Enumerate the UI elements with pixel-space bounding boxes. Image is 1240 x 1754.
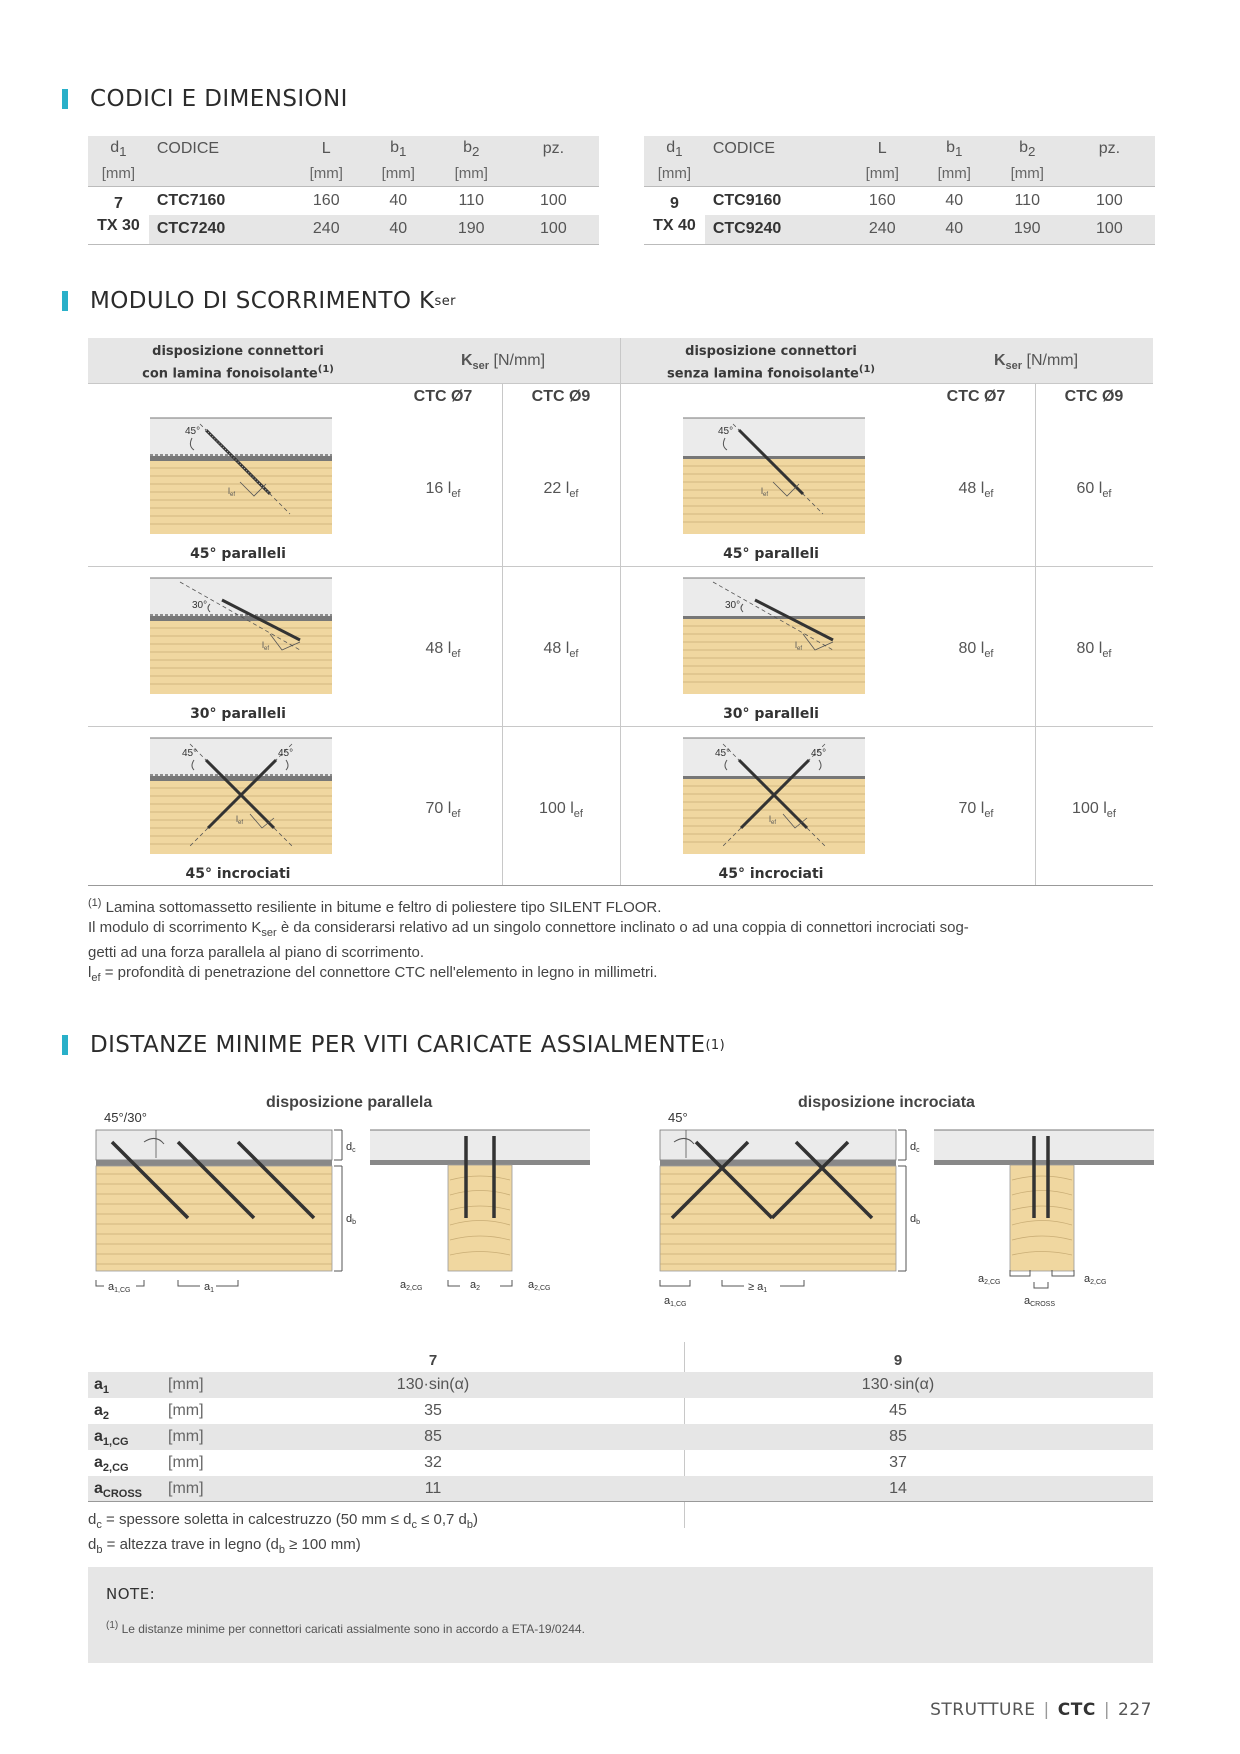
svg-text:45°: 45° [278, 748, 294, 759]
svg-text:a2: a2 [470, 1279, 481, 1292]
diagram-45-crossed-without-lamina [683, 738, 865, 854]
kser-value: 80 $l_{ef}$ [958, 640, 994, 661]
kser-unit-label: $K_{ser}$ [N/mm] [460, 352, 546, 373]
svg-text:45°: 45° [718, 426, 734, 437]
table-row: 9 TX 40 CTC9160 160 40 110 100 [644, 186, 1155, 215]
svg-text:45°: 45° [668, 1110, 688, 1125]
svg-text:dc: dc [910, 1141, 920, 1154]
col-pz: pz. [1064, 136, 1155, 162]
col-b1: $b_1$ [362, 136, 435, 162]
kser-unit-label: $K_{ser}$ [N/mm] [993, 352, 1079, 373]
svg-text:lef: $l_{ef}$ [795, 640, 803, 652]
page-footer: STRUTTURE | CTC | 227 [930, 1700, 1152, 1720]
caption-45-parallel: 45° paralleli [723, 546, 819, 562]
svg-text:lef: $l_{ef}$ [236, 814, 244, 826]
svg-text:a2,CG: a2,CG [400, 1279, 423, 1292]
col-diameter-9: 9 [893, 1352, 903, 1369]
section-title-codes: CODICI E DIMENSIONI [62, 86, 348, 112]
svg-text:aCROSS: aCROSS [1024, 1295, 1056, 1308]
diagram-30-parallel-without-lamina [683, 578, 865, 694]
svg-text:a2,CG: a2,CG [528, 1279, 551, 1292]
svg-text:a2,CG: a2,CG [978, 1273, 1001, 1286]
diagram-crossed-side-view [656, 1108, 921, 1318]
kser-value: 100 $l_{ef}$ [539, 800, 583, 821]
col-b1: $b_1$ [918, 136, 991, 162]
kser-value: 70 $l_{ef}$ [425, 800, 461, 821]
svg-text:a1: a1 [204, 1281, 215, 1294]
section-title-distances: DISTANZE MINIME PER VITI CARICATE ASSIALMENTE (1) [62, 1032, 725, 1058]
min-distance-table [88, 1372, 1153, 1502]
col-ctc7: CTC Ø7 [946, 388, 1006, 405]
notes-text: $^{(1)}$ Le distanze minime per connettori caricati assialmente sono in accordo a ETA-19/0244. [106, 1620, 585, 1636]
diagram-parallel-side-view [92, 1108, 357, 1308]
svg-text:30°: 30° [725, 600, 741, 611]
kser-value: 70 $l_{ef}$ [958, 800, 994, 821]
svg-text:45°: 45° [715, 748, 731, 759]
accent-bar [62, 291, 68, 311]
kser-value: 22 $l_{ef}$ [543, 480, 579, 501]
distance-notes: $d_c$ = spessore soletta in calcestruzzo (50 mm ≤ $d_c \le 0,7$ $d_b$) $d_b$ = altezza trave in legno ($d_b \ge 100$ mm) [88, 1511, 479, 1556]
diagram-30-parallel-with-lamina [150, 578, 332, 694]
divider [1035, 383, 1036, 886]
kser-table [88, 338, 1153, 886]
unit-b2: [mm] [435, 162, 508, 186]
accent-bar [62, 1035, 68, 1055]
col-b2: $b_2$ [991, 136, 1064, 162]
accent-bar [62, 89, 68, 109]
svg-text:≥ a1: ≥ a1 [748, 1281, 768, 1294]
section-title-kser: MODULO DI SCORRIMENTO K ser [62, 288, 456, 314]
label-crossed-arrangement: disposizione incrociata [798, 1094, 975, 1111]
svg-text:lef: $l_{ef}$ [761, 486, 769, 498]
diameter-cell: 9 TX 40 [644, 186, 705, 244]
svg-text:db: db [910, 1213, 921, 1226]
notes-title: NOTE: [106, 1585, 156, 1603]
svg-text:lef: $l_{ef}$ [262, 640, 270, 652]
unit-L: [mm] [291, 162, 362, 186]
caption-30-parallel: 30° paralleli [723, 706, 819, 722]
caption-45-parallel: 45° paralleli [190, 546, 286, 562]
kser-notes: $^{(1)}$ Lamina sottomassetto resiliente in bitume e feltro di poliestere tipo SILENT FLOOR. Il modulo di scorrimento $K_{ser}$ è da considerarsi relativo ad un singolo connettore inclinato o ad una coppia di connettori incrociati sog- getti ad una forza parallela al piano di scorrimento. $l_{ef}$ = profondità di penetrazione del connettore CTC nell'elemento in legno in millimetri. [88, 897, 969, 984]
table-row: $a_1$ [mm] 130·sin(α) 130·sin(α) [88, 1372, 1153, 1398]
col-codice: CODICE [705, 136, 847, 162]
col-d1: $d_1$ [644, 136, 705, 162]
unit-b1: [mm] [918, 162, 991, 186]
unit-L: [mm] [847, 162, 918, 186]
kser-value: 48 $l_{ef}$ [958, 480, 994, 501]
header-without-lamina: disposizione connettori senza lamina fonoisolante$^{(1)}$ [667, 344, 875, 382]
col-ctc9: CTC Ø9 [1064, 388, 1124, 405]
svg-text:dc: dc [346, 1141, 356, 1154]
caption-45-crossed: 45° incrociati [718, 866, 824, 882]
table-row: 7 TX 30 CTC7160 160 40 110 100 [88, 186, 599, 215]
diagram-45-parallel-without-lamina [683, 418, 865, 534]
diagram-parallel-cross-section [370, 1120, 600, 1310]
table-row: CTC7240 240 40 190 100 [88, 215, 599, 244]
col-L: L [291, 136, 362, 162]
table-row: CTC9240 240 40 190 100 [644, 215, 1155, 244]
kser-value: 48 $l_{ef}$ [543, 640, 579, 661]
svg-text:45°: 45° [182, 748, 198, 759]
diameter-cell: 7 TX 30 [88, 186, 149, 244]
caption-45-crossed: 45° incrociati [185, 866, 291, 882]
kser-value: 100 $l_{ef}$ [1072, 800, 1116, 821]
unit-d1: [mm] [88, 162, 149, 186]
col-ctc9: CTC Ø9 [531, 388, 591, 405]
col-ctc7: CTC Ø7 [413, 388, 473, 405]
col-codice: CODICE [149, 136, 291, 162]
header-with-lamina: disposizione connettori con lamina fonoisolante$^{(1)}$ [142, 344, 334, 382]
svg-text:lef: $l_{ef}$ [228, 486, 236, 498]
svg-text:a1,CG: a1,CG [664, 1295, 687, 1308]
unit-b1: [mm] [362, 162, 435, 186]
svg-text:a1,CG: a1,CG [108, 1281, 131, 1294]
svg-text:lef: $l_{ef}$ [769, 814, 777, 826]
svg-text:45°: 45° [811, 748, 827, 759]
code-table-d7 [88, 136, 599, 245]
table-row: $a_{CROSS}$ [mm] 11 14 [88, 1476, 1153, 1502]
svg-text:45°: 45° [185, 426, 201, 437]
table-row: $a_2$ [mm] 35 45 [94, 1402, 907, 1423]
label-parallel-arrangement: disposizione parallela [266, 1094, 433, 1111]
col-d1: $d_1$ [88, 136, 149, 162]
col-diameter-7: 7 [428, 1352, 438, 1369]
kser-value: 60 $l_{ef}$ [1076, 480, 1112, 501]
caption-30-parallel: 30° paralleli [190, 706, 286, 722]
table-row: $a_{2,CG}$ [mm] 32 37 [94, 1454, 907, 1475]
table-row: $a_{1,CG}$ [mm] 85 85 [88, 1424, 1153, 1450]
svg-text:30°: 30° [192, 600, 208, 611]
divider [502, 383, 503, 886]
svg-text:45°/30°: 45°/30° [104, 1110, 147, 1125]
svg-text:a2,CG: a2,CG [1084, 1273, 1107, 1286]
kser-value: 80 $l_{ef}$ [1076, 640, 1112, 661]
unit-b2: [mm] [991, 162, 1064, 186]
diagram-45-crossed-with-lamina [150, 738, 332, 854]
notes-box [88, 1567, 1153, 1663]
col-b2: $b_2$ [435, 136, 508, 162]
svg-text:db: db [346, 1213, 357, 1226]
col-L: L [847, 136, 918, 162]
kser-value: 48 $l_{ef}$ [425, 640, 461, 661]
unit-d1: [mm] [644, 162, 705, 186]
kser-value: 16 $l_{ef}$ [425, 480, 461, 501]
col-pz: pz. [508, 136, 599, 162]
code-table-d9 [644, 136, 1155, 245]
diagram-45-parallel-with-lamina [150, 418, 332, 534]
divider [620, 338, 621, 886]
diagram-crossed-cross-section [930, 1120, 1160, 1320]
